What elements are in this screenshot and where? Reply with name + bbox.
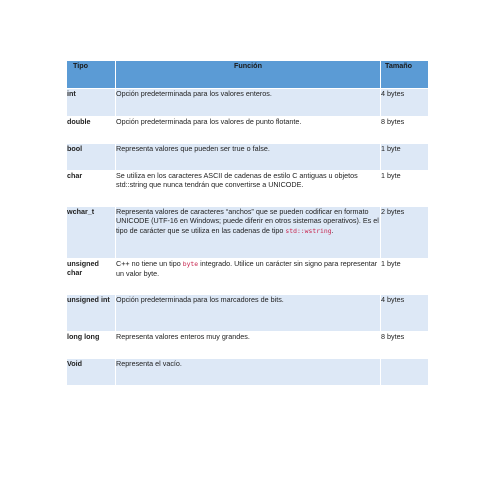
size-cell: 1 byte [381,259,429,295]
function-cell [116,259,381,295]
function-text: C++ no tiene un tipo [116,259,183,268]
table-row-char [67,171,429,207]
table-row-long-long [67,332,429,359]
table-row-wchar-t [67,207,429,259]
header-size: Tamaño [381,61,429,89]
size-cell: 4 bytes [381,89,429,117]
type-cell: char [67,171,116,207]
function-cell: Opción predeterminada para los valores de punto flotante. [116,117,381,144]
function-cell: Representa valores enteros muy grandes. [116,332,381,359]
type-cell: unsigned char [67,259,116,295]
type-cell: wchar_t [67,207,116,259]
type-cell: int [67,89,116,117]
size-cell: 2 bytes [381,207,429,259]
type-cell: Void [67,359,116,386]
size-cell [381,359,429,386]
table-row-int [67,89,429,117]
function-cell [116,207,381,259]
type-cell: long long [67,332,116,359]
table-row-unsigned-char [67,259,429,295]
type-cell: double [67,117,116,144]
size-cell: 8 bytes [381,332,429,359]
header-type: Tipo [67,61,116,89]
table-row-bool [67,144,429,171]
function-text: integrado. Utilice un carácter sin signo para representar un valor byte. [116,259,378,279]
function-cell: Representa el vacío. [116,359,381,386]
data-types-table [66,60,429,386]
function-cell: Representa valores que pueden ser true o false. [116,144,381,171]
header-function: Función [116,61,381,89]
table-row-unsigned-int [67,295,429,332]
size-cell: 4 bytes [381,295,429,332]
size-cell: 1 byte [381,144,429,171]
table-row-void [67,359,429,386]
size-cell: 1 byte [381,171,429,207]
type-cell: unsigned int [67,295,116,332]
size-cell: 8 bytes [381,117,429,144]
table-row-double [67,117,429,144]
function-text: Representa valores de caracteres “anchos” que se pueden codificar en formato UNICODE (UTF-16 en Windows; puede diferir en otros sistemas operativos). Es el tipo de carácter que se utiliza en las cadenas de tipo [116,207,379,235]
table-header-row [67,61,429,89]
function-cell: Se utiliza en los caracteres ASCII de cadenas de estilo C antiguas u objetos std::string que nunca tendrán que convertirse a UNICODE. [116,171,381,207]
function-cell: Opción predeterminada para los valores enteros. [116,89,381,117]
function-text: . [331,225,334,235]
code-keyword: std::wstring [285,226,332,235]
type-cell: bool [67,144,116,171]
code-keyword: byte [182,260,199,268]
function-cell: Opción predeterminada para los marcadores de bits. [116,295,381,332]
